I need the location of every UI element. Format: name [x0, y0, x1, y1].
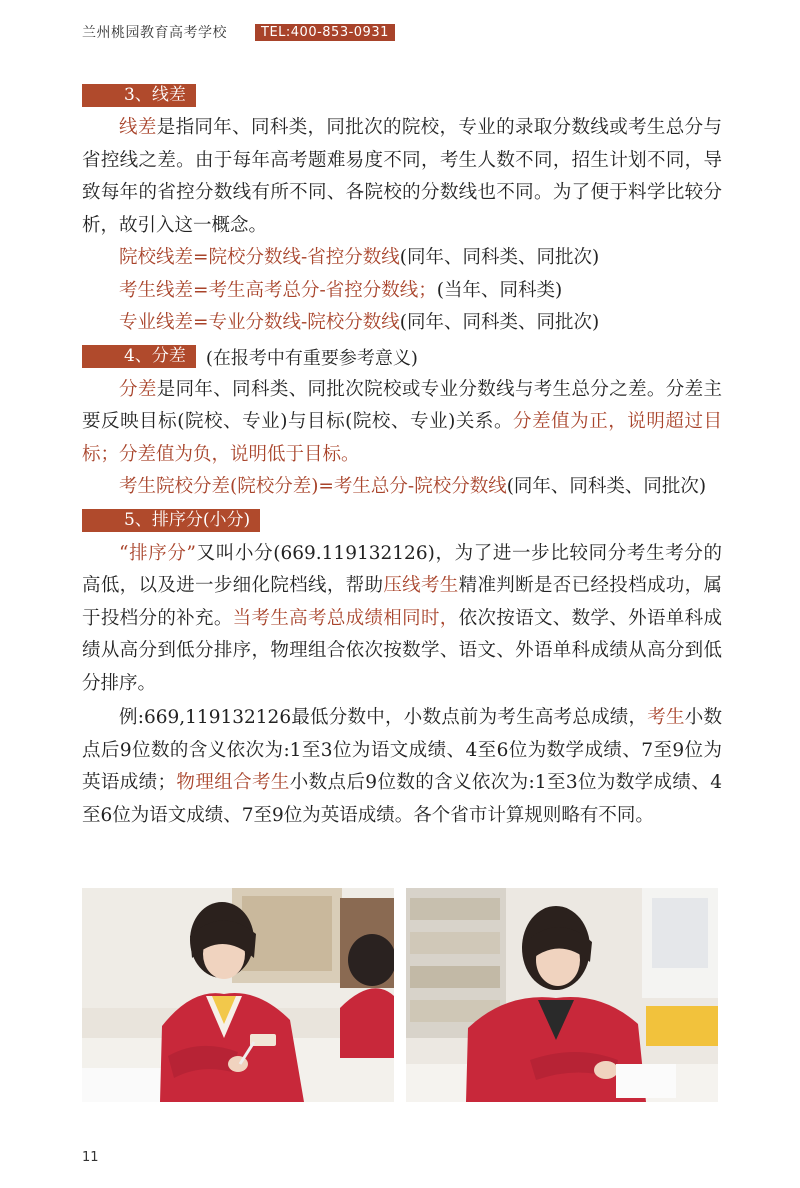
- section-5-title: 5、排序分(小分): [82, 509, 260, 532]
- body-text: (同年、同科类、同批次): [399, 312, 600, 333]
- photo-students-classroom: [82, 888, 394, 1102]
- photo-student-writing: [406, 888, 718, 1102]
- body-text: 精准判断是否已经投档成功，属于投档分的补充。: [82, 575, 722, 629]
- body-text: 例:669,119132126最低分数中，小数点前为考生高考总成绩，: [119, 707, 648, 728]
- section-4-heading: [82, 344, 722, 370]
- highlighted-text: 物理组合考生: [176, 772, 290, 793]
- photo-student-writing-illustration: [406, 888, 718, 1102]
- body-text: 又叫小分(669.119132126)，为了进一步比较同分考生考分的高低，以及进一步细化院档线，帮助: [82, 542, 723, 596]
- phone-badge: TEL:400-853-0931: [255, 24, 395, 41]
- photo-students-classroom-illustration: [82, 888, 394, 1102]
- body-text: 是指同年、同科类，同批次的院校，专业的录取分数线或考生总分与省控线之差。由于每年高考题难易度不同，考生人数不同，招生计划不同，导致每年的省控分数线有所不同、各院校的分数线也不同。为了便于料学比较分析，故引入这一概念。: [82, 117, 722, 236]
- section-4-paragraph: [82, 374, 722, 472]
- section-3-paragraph: [82, 112, 722, 242]
- photo-strip: [82, 888, 718, 1102]
- school-name: 兰州桃园教育高考学校: [82, 25, 227, 41]
- formula-student-line-diff: [82, 275, 722, 308]
- highlighted-text: 压线考生: [383, 575, 459, 596]
- section-5-paragraph-1: [82, 538, 722, 701]
- section-5-heading: [82, 508, 722, 534]
- highlighted-text: 院校线差=院校分数线-省控分数线: [119, 247, 400, 268]
- page-header: [82, 22, 395, 42]
- body-text: (当年、同科类): [436, 279, 563, 301]
- section-4-title: 4、分差: [82, 345, 196, 368]
- page-number: 11: [82, 1150, 99, 1165]
- highlighted-text: 考生: [647, 707, 685, 728]
- highlighted-text: 考生线差=考生高考总分-省控分数线；: [119, 279, 437, 301]
- highlighted-text: 考生院校分差(院校分差)=考生总分-院校分数线: [119, 476, 507, 497]
- highlighted-text: 分差: [119, 378, 157, 400]
- formula-school-line-diff: [82, 242, 722, 275]
- body-text: 小数点后9位数的含义依次为:1至3位为语文成绩、4至6位为数学成绩、7至9位为英语成绩；: [82, 707, 722, 793]
- section-3-heading: [82, 82, 722, 108]
- section-4-formula: [82, 471, 722, 504]
- body-text: 小数点后9位数的含义依次为:1至3位为数学成绩、4至6位为语文成绩、7至9位为英语成绩。各个省市计算规则略有不同。: [82, 772, 722, 826]
- highlighted-text: 线差: [119, 117, 157, 138]
- formula-major-line-diff: [82, 307, 722, 340]
- highlighted-text: “排序分”: [119, 542, 197, 564]
- section-3-title: 3、线差: [82, 84, 196, 107]
- body-text: 是同年、同科类、同批次院校或专业分数线与考生总分之差。分差主要反映目标(院校、专业)与目标(院校、专业)关系。: [82, 378, 722, 432]
- article-body: [82, 78, 722, 832]
- highlighted-text: 当考生高考总成绩相同时，: [232, 607, 459, 629]
- body-text: (同年、同科类、同批次): [506, 476, 707, 497]
- section-4-note: (在报考中有重要参考意义): [205, 347, 418, 369]
- highlighted-text: 分差值为正，说明超过目标；分差值为负，说明低于目标。: [82, 411, 722, 465]
- section-5-paragraph-2: [82, 702, 722, 832]
- highlighted-text: 专业线差=专业分数线-院校分数线: [119, 312, 400, 333]
- body-text: 依次按语文、数学、外语单科成绩从高分到低分排序，物理组合依次按数学、语文、外语单科成绩从高分到低分排序。: [82, 607, 722, 694]
- body-text: (同年、同科类、同批次): [399, 247, 600, 268]
